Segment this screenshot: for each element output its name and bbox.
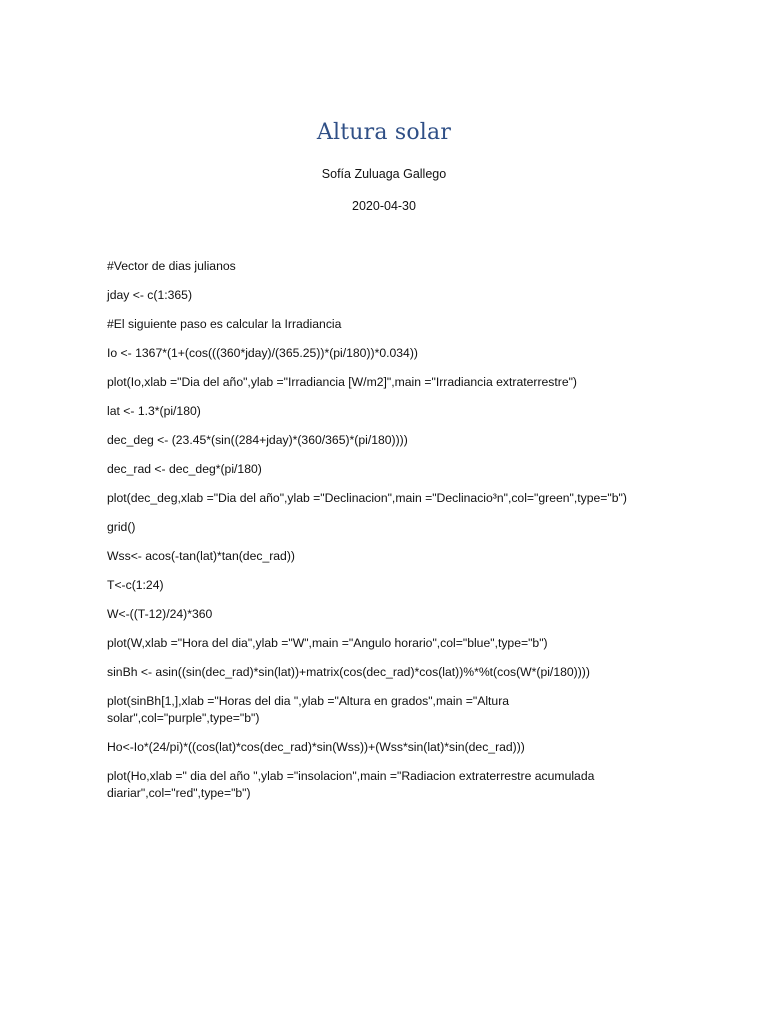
code-line: W<-((T-12)/24)*360 bbox=[107, 607, 213, 621]
code-line: plot(Io,xlab ="Dia del año",ylab ="Irradiancia [W/m2]",main ="Irradiancia extraterrestre") bbox=[107, 375, 577, 389]
code-line: plot(dec_deg,xlab ="Dia del año",ylab ="Declinacion",main ="Declinacio³n",col="green",type="b") bbox=[107, 491, 627, 505]
code-line: Wss<- acos(-tan(lat)*tan(dec_rad)) bbox=[107, 549, 295, 563]
code-line: plot(W,xlab ="Hora del dia",ylab ="W",main ="Angulo horario",col="blue",type="b") bbox=[107, 636, 548, 650]
code-line: #El siguiente paso es calcular la Irradiancia bbox=[107, 317, 342, 331]
document-date: 2020-04-30 bbox=[352, 199, 416, 213]
code-line: Ho<-Io*(24/pi)*((cos(lat)*cos(dec_rad)*sin(Wss))+(Wss*sin(lat)*sin(dec_rad))) bbox=[107, 740, 525, 754]
document-author: Sofía Zuluaga Gallego bbox=[321, 167, 447, 181]
code-block bbox=[107, 258, 667, 802]
document-title: Altura solar bbox=[316, 120, 452, 145]
code-line: jday <- c(1:365) bbox=[107, 288, 193, 302]
code-line: #Vector de dias julianos bbox=[107, 259, 236, 273]
code-line: sinBh <- asin((sin(dec_rad)*sin(lat))+matrix(cos(dec_rad)*cos(lat))%*%t(cos(W*(pi/180)))) bbox=[107, 665, 590, 679]
code-line: T<-c(1:24) bbox=[107, 578, 164, 592]
code-line: dec_rad <- dec_deg*(pi/180) bbox=[107, 462, 262, 476]
code-line: dec_deg <- (23.45*(sin((284+jday)*(360/365)*(pi/180)))) bbox=[107, 433, 408, 447]
code-line: plot(Ho,xlab =" dia del año ",ylab ="insolacion",main ="Radiacion extraterrestre acumulada diariar",col="red",type="b") bbox=[107, 769, 595, 800]
code-line: Io <- 1367*(1+(cos(((360*jday)/(365.25))*(pi/180))*0.034)) bbox=[107, 346, 418, 360]
code-line: lat <- 1.3*(pi/180) bbox=[107, 404, 201, 418]
code-line: grid() bbox=[107, 520, 136, 534]
code-line: plot(sinBh[1,],xlab ="Horas del dia ",ylab ="Altura en grados",main ="Altura solar",col="purple",type="b") bbox=[107, 694, 510, 725]
